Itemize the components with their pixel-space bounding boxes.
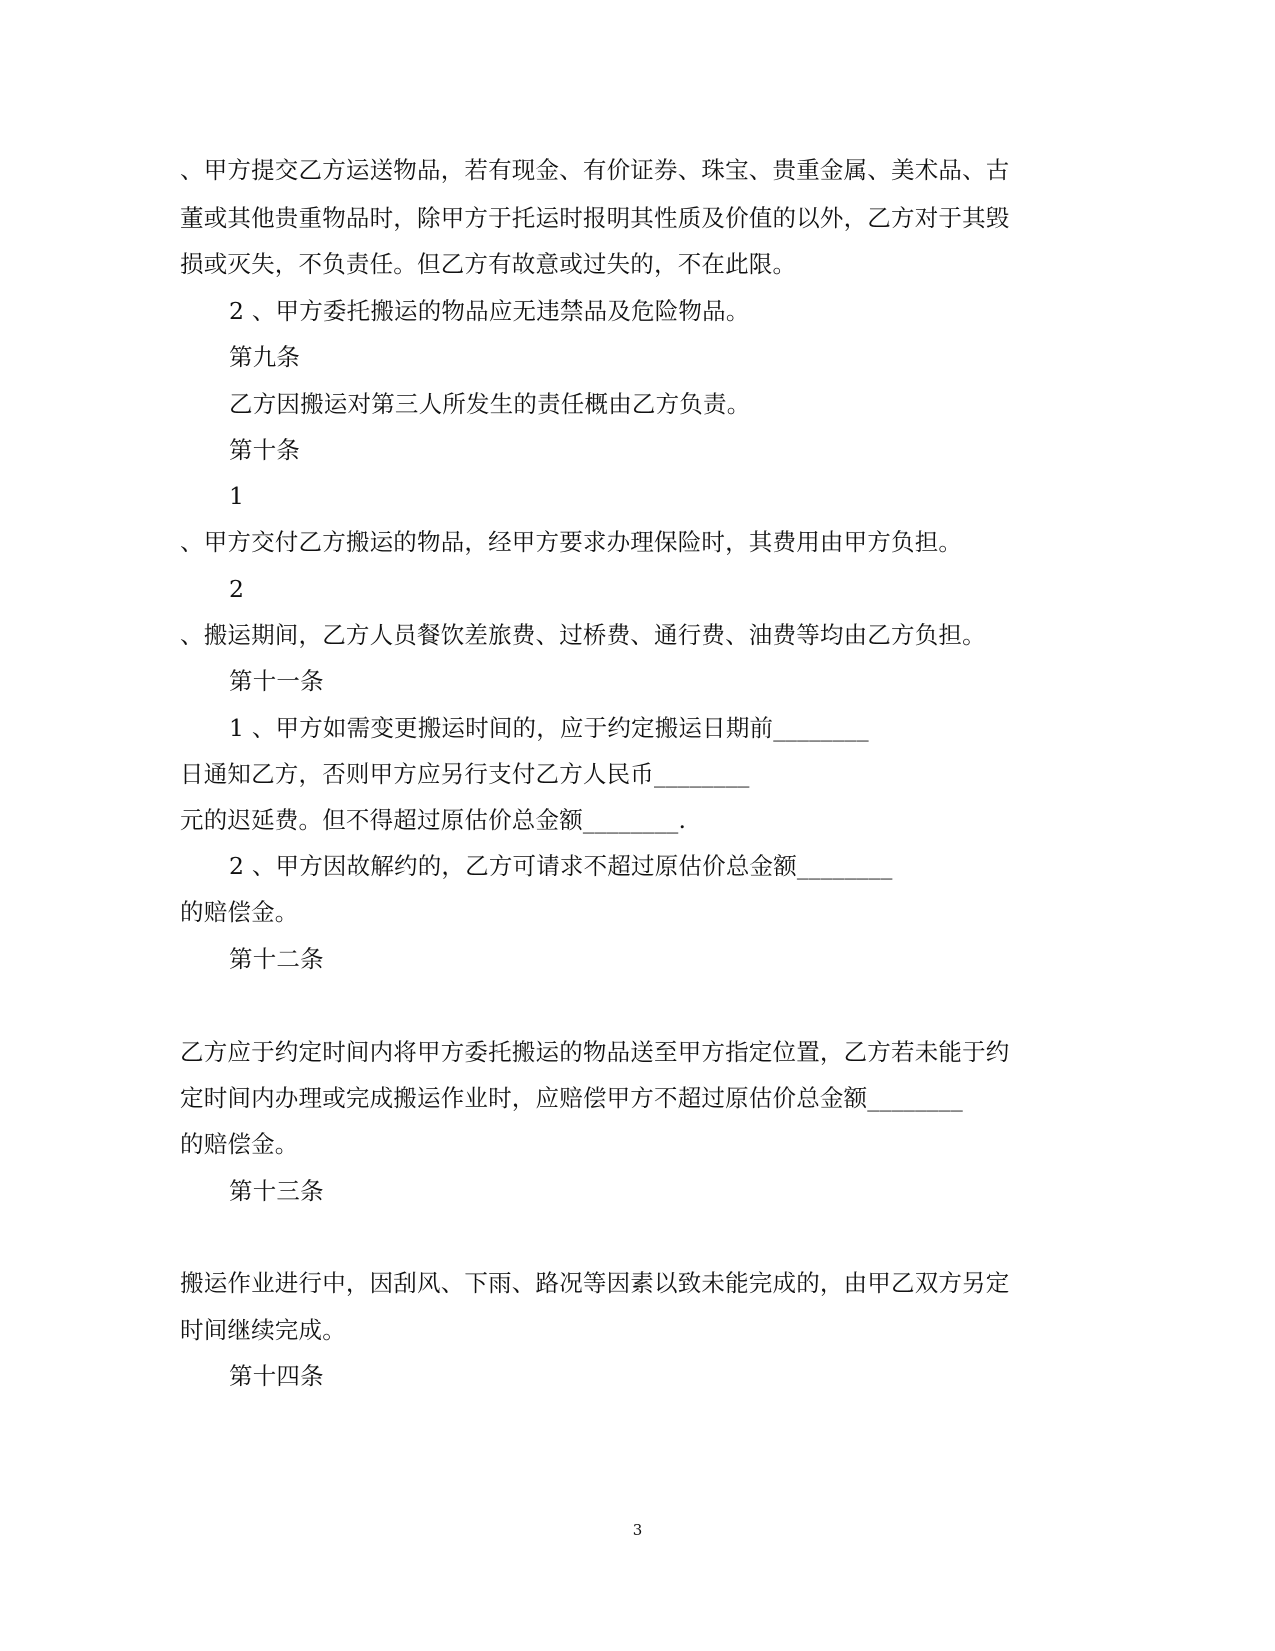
article-heading: 第十一条 [229,667,324,695]
article-heading: 第九条 [229,343,301,371]
item-number: 1 [229,482,245,510]
article-heading: 第十二条 [229,945,324,973]
text-line: 2 、甲方委托搬运的物品应无违禁品及危险物品。 [229,297,750,325]
text-line: 时间继续完成。 [180,1316,346,1344]
text-line: 日通知乙方，否则甲方应另行支付乙方人民币________ [180,760,750,788]
text-line: 搬运作业进行中，因刮风、下雨、路况等因素以致未能完成的，由甲乙双方另定 [180,1269,1010,1297]
text-line: 损或灭失，不负责任。但乙方有故意或过失的，不在此限。 [180,250,797,278]
text-line: 、搬运期间，乙方人员餐饮差旅费、过桥费、通行费、油费等均由乙方负担。 [180,621,986,649]
text-line: 2 、甲方因故解约的，乙方可请求不超过原估价总金额________ [229,852,893,880]
text-line: 乙方应于约定时间内将甲方委托搬运的物品送至甲方指定位置，乙方若未能于约 [180,1038,1010,1066]
page-number: 3 [632,1521,643,1539]
text-line: 元的迟延费。但不得超过原估价总金额________. [180,806,687,834]
text-line: 定时间内办理或完成搬运作业时，应赔偿甲方不超过原估价总金额________ [180,1084,963,1112]
item-number: 2 [229,575,245,603]
text-line: 1 、甲方如需变更搬运时间的，应于约定搬运日期前________ [229,714,869,742]
article-heading: 第十三条 [229,1177,324,1205]
article-heading: 第十四条 [229,1362,324,1390]
text-line: 董或其他贵重物品时，除甲方于托运时报明其性质及价值的以外，乙方对于其毁 [180,204,1010,232]
text-line: 的赔偿金。 [180,898,299,926]
text-line: 乙方因搬运对第三人所发生的责任概由乙方负责。 [229,390,751,418]
text-line: 、甲方提交乙方运送物品，若有现金、有价证券、珠宝、贵重金属、美术品、古 [180,156,1010,184]
text-line: 、甲方交付乙方搬运的物品，经甲方要求办理保险时，其费用由甲方负担。 [180,528,963,556]
article-heading: 第十条 [229,436,301,464]
text-line: 的赔偿金。 [180,1130,299,1158]
